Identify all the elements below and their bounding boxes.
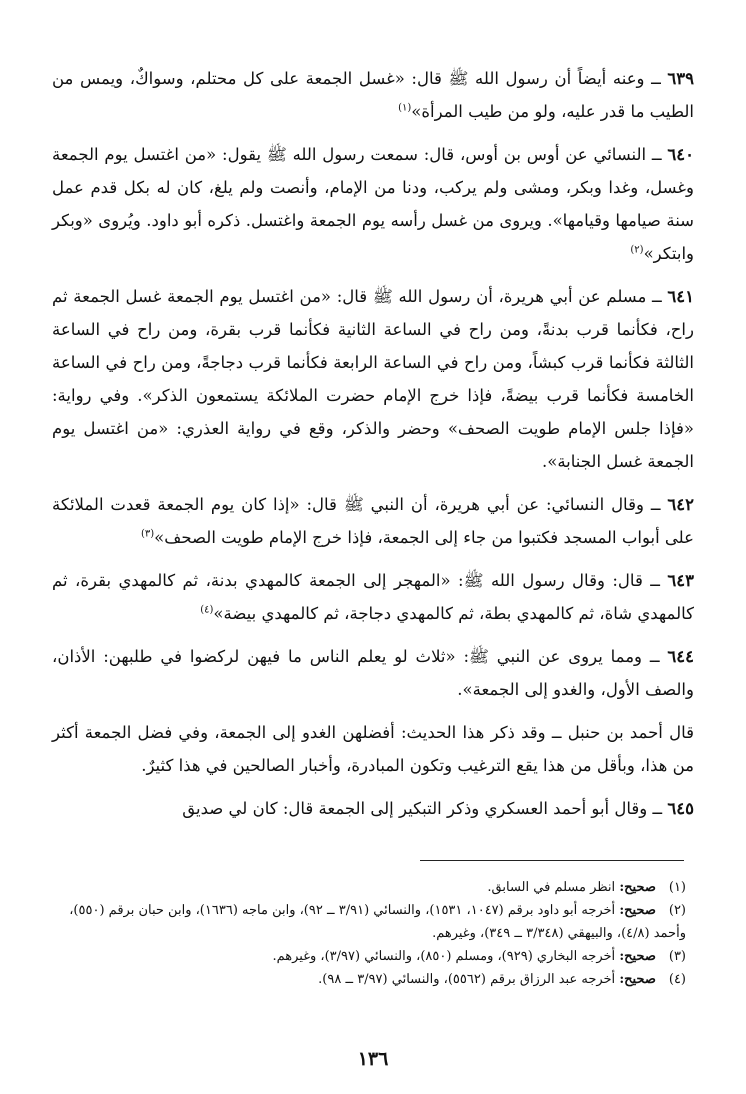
hadith-641 <box>52 280 694 478</box>
hadith-645 <box>52 792 694 825</box>
footnote-text: انظر مسلم في السابق. <box>487 880 616 895</box>
hadith-text: ــ وعنه أيضاً أن رسول الله ﷺ قال: «غسل الجمعة على كل محتلم، وسواكٌ، ويمس من الطيب ما قدر عليه، ولو من طيب المرأة» <box>52 69 694 121</box>
footnote-ref[interactable]: (٢) <box>630 244 644 256</box>
hadith-text: ــ وقال أبو أحمد العسكري وذكر التبكير إلى الجمعة قال: كان لي صديق <box>182 799 663 818</box>
footnote-ref[interactable]: (٤) <box>200 604 214 616</box>
hadith-text: ــ مسلم عن أبي هريرة، أن رسول الله ﷺ قال: «من اغتسل يوم الجمعة غسل الجمعة ثم راح، فكأنما قرب بدنةً، ومن راح في الساعة الثانية فكأنما قرب بقرة، ومن راح في الساعة الثالثة فكأنما قرب كبشاً، ومن راح في الساعة الرابعة فكأنما قرب دجاجةً، ومن راح في الساعة الخامسة فكأنما قرب بيضةً، فإذا خرج الإمام حضرت الملائكة يستمعون الذكر». وفي رواية: «فإذا جلس الإمام طويت الصحف» وحضر والذكر، وقع في رواية العذري: «من اغتسل يوم الجمعة غسل الجنابة». <box>52 287 694 471</box>
hadith-639 <box>52 62 694 128</box>
hadith-643 <box>52 564 694 630</box>
hadith-644 <box>52 640 694 706</box>
hadith-text: ــ النسائي عن أوس بن أوس، قال: سمعت رسول الله ﷺ يقول: «من اغتسل يوم الجمعة وغسل، وغدا وبكر، ومشى ولم يركب، ودنا من الإمام، وأنصت ولم يلغ، كان له بكل قدم عمل سنة صيامها وقيامها». ويروى من غسل رأسه يوم الجمعة واغتسل. ذكره أبو داود. ويُروى «وبكر وابتكر» <box>52 145 694 263</box>
footnote-number: (١) <box>668 880 686 895</box>
hadith-640 <box>52 138 694 270</box>
footnote-ref[interactable]: (١) <box>398 102 412 114</box>
footnote-text: أخرجه عبد الرزاق برقم (٥٥٦٢)، والنسائي (٣/٩٧ ــ ٩٨). <box>318 972 616 987</box>
footnote-divider <box>420 860 684 861</box>
footnotes <box>52 876 686 991</box>
page-number: ١٣٦ <box>357 1048 389 1070</box>
hadith-number: ٦٤٤ <box>667 647 694 666</box>
commentary-text: قال أحمد بن حنبل ــ وقد ذكر هذا الحديث: أفضلهن الغدو إلى الجمعة، وفي فضل الجمعة أكثر من هذا، وبأقل من هذا يقع الترغيب وتكون المبادرة، وأخبار الصالحين في هذا كثيرٌ. <box>52 723 694 775</box>
hadith-text: ــ قال: وقال رسول الله ﷺ: «المهجر إلى الجمعة كالمهدي بدنة، ثم كالمهدي بقرة، ثم كالمهدي شاة، ثم كالمهدي بطة، ثم كالمهدي دجاجة، ثم كالمهدي بيضة» <box>52 571 694 623</box>
hadith-number: ٦٤٠ <box>667 145 695 164</box>
footnote-ref[interactable]: (٣) <box>140 528 155 540</box>
hadith-number: ٦٤١ <box>667 287 694 306</box>
footnote-text: أخرجه أبو داود برقم (١٠٤٧، ١٥٣١)، والنسائي (٣/٩١ ــ ٩٢)، وابن ماجه (١٦٣٦)، وابن حبان برقم (٥٥٠)، وأحمد (٤/٨)، والبيهقي (٣/٣٤٨ ــ ٣٤٩)، وغيرهم. <box>69 903 686 941</box>
hadith-number: ٦٤٣ <box>667 571 694 590</box>
footnote-number: (٢) <box>668 903 686 918</box>
commentary-ahmad <box>52 716 694 782</box>
hadith-642 <box>52 488 694 554</box>
main-text <box>52 62 694 835</box>
footnote-number: (٤) <box>668 972 686 987</box>
hadith-number: ٦٣٩ <box>667 69 694 88</box>
footnote-3 <box>52 945 686 968</box>
footnote-text: أخرجه البخاري (٩٢٩)، ومسلم (٨٥٠)، والنسائي (٣/٩٧)، وغيرهم. <box>272 949 616 964</box>
footnote-2 <box>52 899 686 945</box>
footnote-number: (٣) <box>668 949 686 964</box>
hadith-text: ــ وقال النسائي: عن أبي هريرة، أن النبي ﷺ قال: «إذا كان يوم الجمعة قعدت الملائكة على أبواب المسجد فكتبوا من جاء إلى الجمعة، فإذا خرج الإمام طويت الصحف» <box>52 495 694 547</box>
hadith-number: ٦٤٢ <box>667 495 694 514</box>
footnote-grade: صحيح: <box>619 972 656 987</box>
footnote-grade: صحيح: <box>619 949 656 964</box>
footnote-1 <box>52 876 686 899</box>
footnote-grade: صحيح: <box>619 903 656 918</box>
footnote-grade: صحيح: <box>619 880 656 895</box>
hadith-number: ٦٤٥ <box>667 799 694 818</box>
hadith-text: ــ ومما يروى عن النبي ﷺ: «ثلاث لو يعلم الناس ما فيهن لركضوا في طلبهن: الأذان، والصف الأول، والغدو إلى الجمعة». <box>52 647 694 699</box>
footnote-4 <box>52 968 686 991</box>
